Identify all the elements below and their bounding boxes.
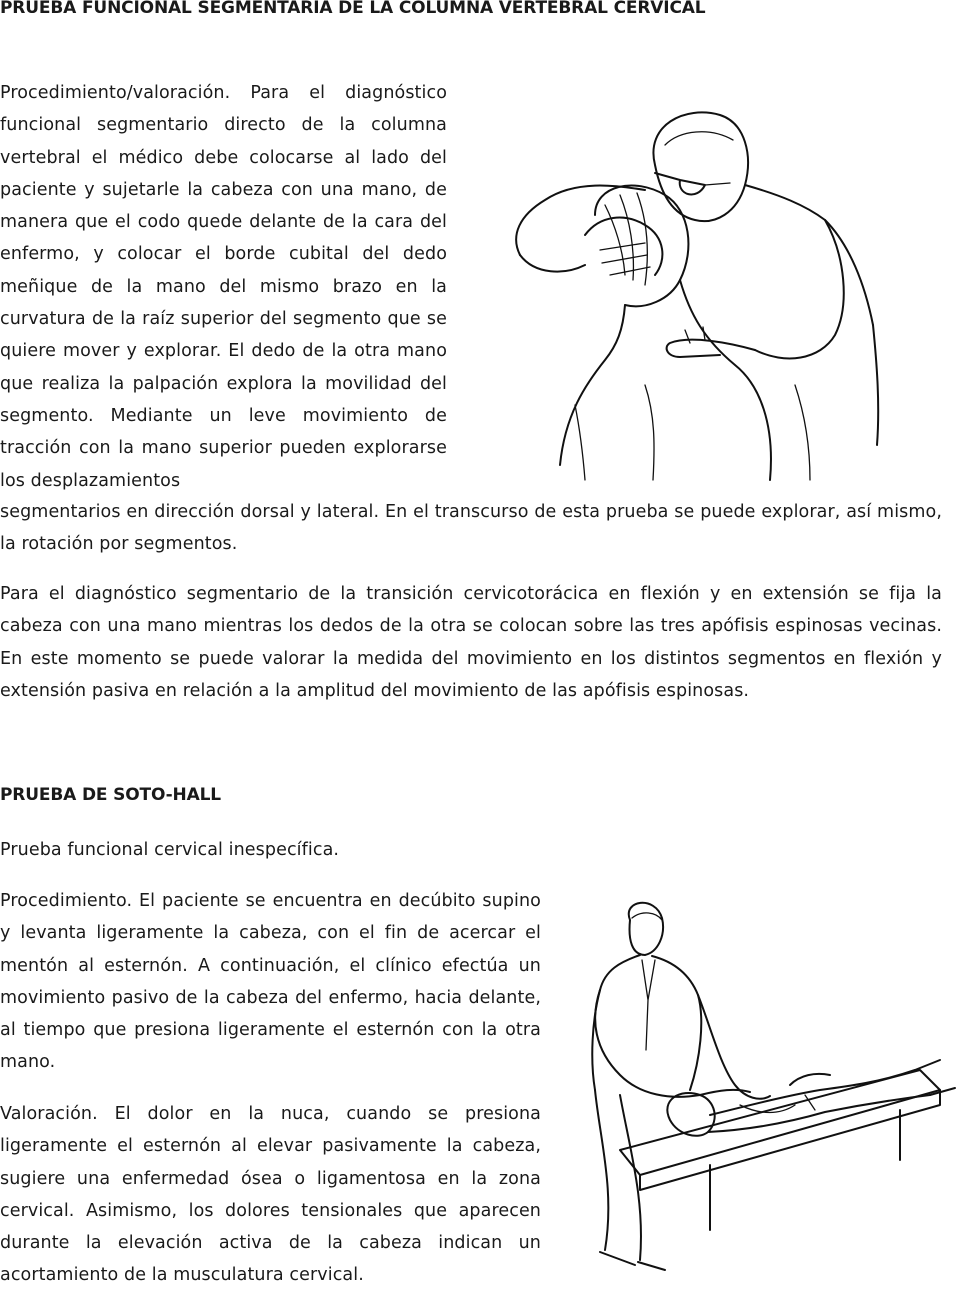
soto-hall-valuation: Valoración. El dolor en la nuca, cuando se presiona ligeramente el esternón al elevar pasivamente la cabeza, sugiere una enfermedad ósea o ligamentosa en la zona cervical. Asimismo, los dolores tensionales que aparecen durante la elevación activa de la cabeza indican un acortamiento de la musculatura cervical. — [0, 1104, 541, 1286]
procedure-paragraph-bottom: segmentarios en dirección dorsal y lateral. En el transcurso de esta prueba se puede explorar, así mismo, la rotación por segmentos. — [0, 502, 942, 555]
soto-hall-procedure: Procedimiento. El paciente se encuentra en decúbito supino y levanta ligeramente la cabeza, con el fin de acercar el mentón al esternón. A continuación, el clínico efectúa un movimiento pasivo de la cabeza del enfermo, hacia delante, al tiempo que presiona ligeramente el esternón con la otra mano. — [0, 891, 541, 1073]
section-title-soto-hall: PRUEBA DE SOTO-HALL — [0, 785, 221, 805]
doctor-palpating-neck-drawing — [505, 85, 945, 485]
illustration-soto-hall — [560, 900, 960, 1290]
illustration-segmental-exam — [505, 85, 945, 485]
soto-hall-subtitle: Prueba funcional cervical inespecífica. — [0, 840, 340, 860]
soto-hall-exam-drawing — [560, 900, 960, 1290]
procedure-paragraph-top: Procedimiento/valoración. Para el diagnóstico funcional segmentario directo de la columna vertebral el médico debe colocarse al lado del paciente y sujetarle la cabeza con una mano, de manera que el codo quede delante de la cara del enfermo, y colocar el borde cubital del dedo meñique de la mano del mismo brazo en la curvatura de la raíz superior del segmento que se quiere mover y explorar. El dedo de la otra mano que realiza la palpación explora la movilidad del segmento. Mediante un leve movimiento de tracción con la mano superior pueden explorarse los desplazamientos — [0, 83, 447, 491]
cervicothoracic-paragraph: Para el diagnóstico segmentario de la transición cervicotorácica en flexión y en extensión se fija la cabeza con una mano mientras los dedos de la otra se colocan sobre las tres apófisis espinosas vecinas. En este momento se puede valorar la medida del movimiento en los distintos segmentos en flexión y extensión pasiva en relación a la amplitud del movimiento de las apófisis espinosas. — [0, 584, 942, 701]
section-title-cervical-test: PRUEBA FUNCIONAL SEGMENTARIA DE LA COLUMNA VERTEBRAL CERVICAL — [0, 0, 706, 18]
